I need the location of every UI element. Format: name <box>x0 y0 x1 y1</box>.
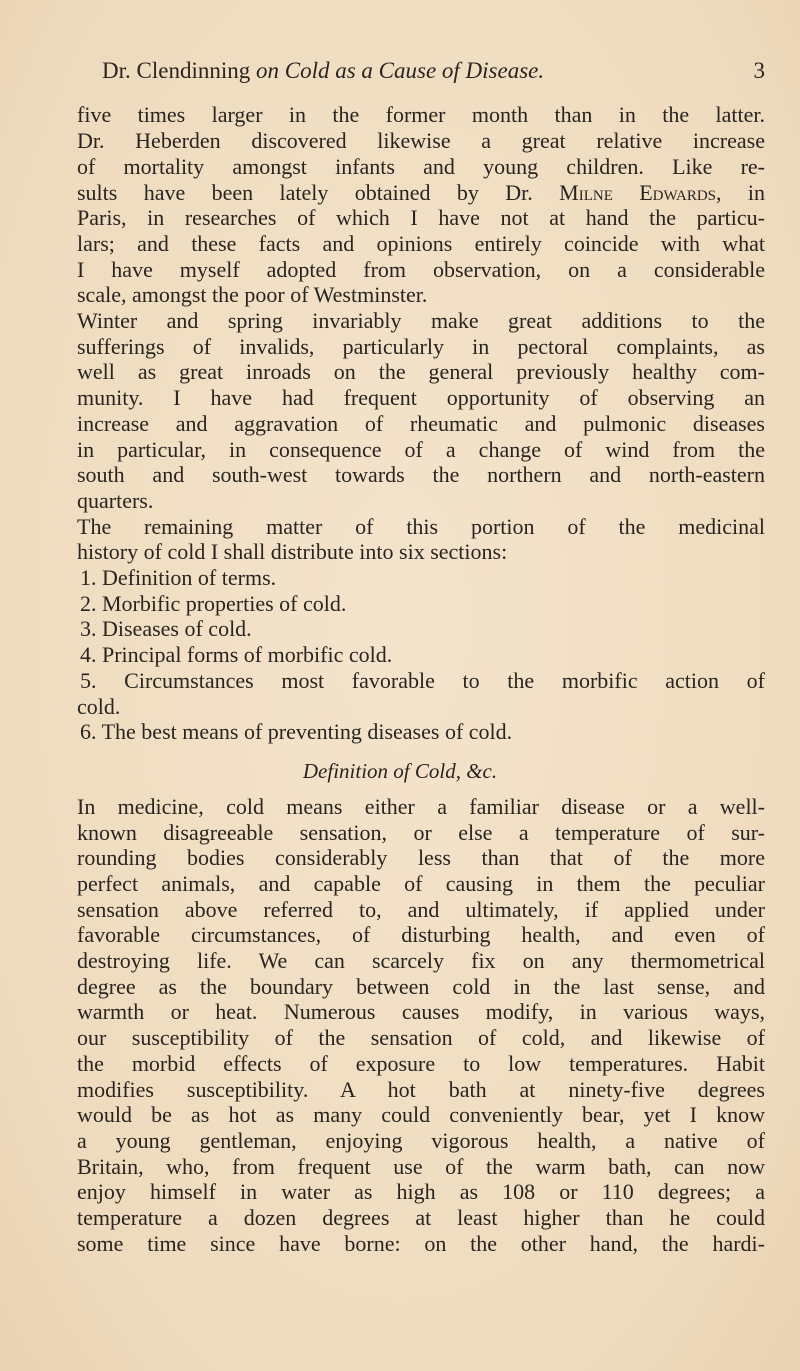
text-line: increase and aggravation of rheumatic and pulmonic diseases <box>77 411 765 436</box>
list-item: 5. Circumstances most favorable to the morbific action of <box>80 668 765 693</box>
text-line: munity. I have had frequent opportunity of observing an <box>77 385 765 410</box>
text-line: well as great inroads on the general previously healthy com- <box>77 359 765 384</box>
text-line: cold. <box>77 694 121 719</box>
text-line: sufferings of invalids, particularly in pectoral complaints, as <box>77 334 765 359</box>
text-line: south and south-west towards the northern and north-eastern <box>77 462 765 487</box>
header-title <box>102 58 544 84</box>
text-line: I have myself adopted from observation, on a considerable <box>77 257 765 282</box>
list-item: 4. Principal forms of morbific cold. <box>80 642 393 667</box>
text-line: Paris, in researches of which I have not at hand the particu- <box>77 205 765 230</box>
text-segment: , in <box>716 180 765 205</box>
text-line: Dr. Heberden discovered likewise a great relative increase <box>77 128 765 153</box>
text-line: lars; and these facts and opinions entirely coincide with what <box>77 231 765 256</box>
person-name: Milne Edwards <box>559 180 717 205</box>
text-line: warmth or heat. Numerous causes modify, in various ways, <box>77 999 765 1024</box>
text-line: modifies susceptibility. A hot bath at ninety-five degrees <box>77 1077 765 1102</box>
text-line: destroying life. We can scarcely fix on any thermometrical <box>77 948 765 973</box>
header-author: Dr. Clendinning <box>102 58 251 83</box>
text-line: in particular, in consequence of a change of wind from the <box>77 437 765 462</box>
text-line: rounding bodies considerably less than that of the more <box>77 845 765 870</box>
text-line: temperature a dozen degrees at least higher than he could <box>77 1205 765 1230</box>
text-line: history of cold I shall distribute into six sections: <box>77 539 508 564</box>
text-line: enjoy himself in water as high as 108 or 110 degrees; a <box>77 1179 765 1204</box>
text-line: our susceptibility of the sensation of cold, and likewise of <box>77 1025 765 1050</box>
header-on: on <box>255 58 279 83</box>
text-line <box>77 180 765 206</box>
text-line: favorable circumstances, of disturbing health, and even of <box>77 922 765 947</box>
text-line: quarters. <box>77 488 154 513</box>
text-line: known disagreeable sensation, or else a temperature of sur- <box>77 820 765 845</box>
text-line: of mortality amongst infants and young children. Like re- <box>77 154 765 179</box>
running-header <box>102 58 765 84</box>
text-line: Britain, who, from frequent use of the warm bath, can now <box>77 1154 765 1179</box>
text-line: the morbid effects of exposure to low temperatures. Habit <box>77 1051 765 1076</box>
text-line: In medicine, cold means either a familiar disease or a well- <box>77 794 765 819</box>
text-line: degree as the boundary between cold in the last sense, and <box>77 974 765 999</box>
text-line: The remaining matter of this portion of the medicinal <box>77 514 765 539</box>
text-line: would be as hot as many could conveniently bear, yet I know <box>77 1102 765 1127</box>
text-line: a young gentleman, enjoying vigorous health, a native of <box>77 1128 765 1153</box>
list-item: 6. The best means of preventing diseases of cold. <box>80 719 513 744</box>
text-line: five times larger in the former month than in the latter. <box>77 102 765 127</box>
section-heading: Definition of Cold, &c. <box>302 759 498 783</box>
list-item: 2. Morbific properties of cold. <box>80 591 347 616</box>
header-book-title: Cold as a Cause of Disease. <box>284 58 545 83</box>
text-line: some time since have borne: on the other hand, the hardi- <box>77 1231 765 1256</box>
page-number: 3 <box>753 58 765 83</box>
text-line: scale, amongst the poor of Westminster. <box>77 282 428 307</box>
text-segment: sults have been lately obtained by Dr. <box>77 180 533 205</box>
text-line: Winter and spring invariably make great additions to the <box>77 308 765 333</box>
list-item: 3. Diseases of cold. <box>80 616 252 641</box>
text-line: perfect animals, and capable of causing in them the peculiar <box>77 871 765 896</box>
list-item: 1. Definition of terms. <box>80 565 277 590</box>
text-line: sensation above referred to, and ultimately, if applied under <box>77 897 765 922</box>
